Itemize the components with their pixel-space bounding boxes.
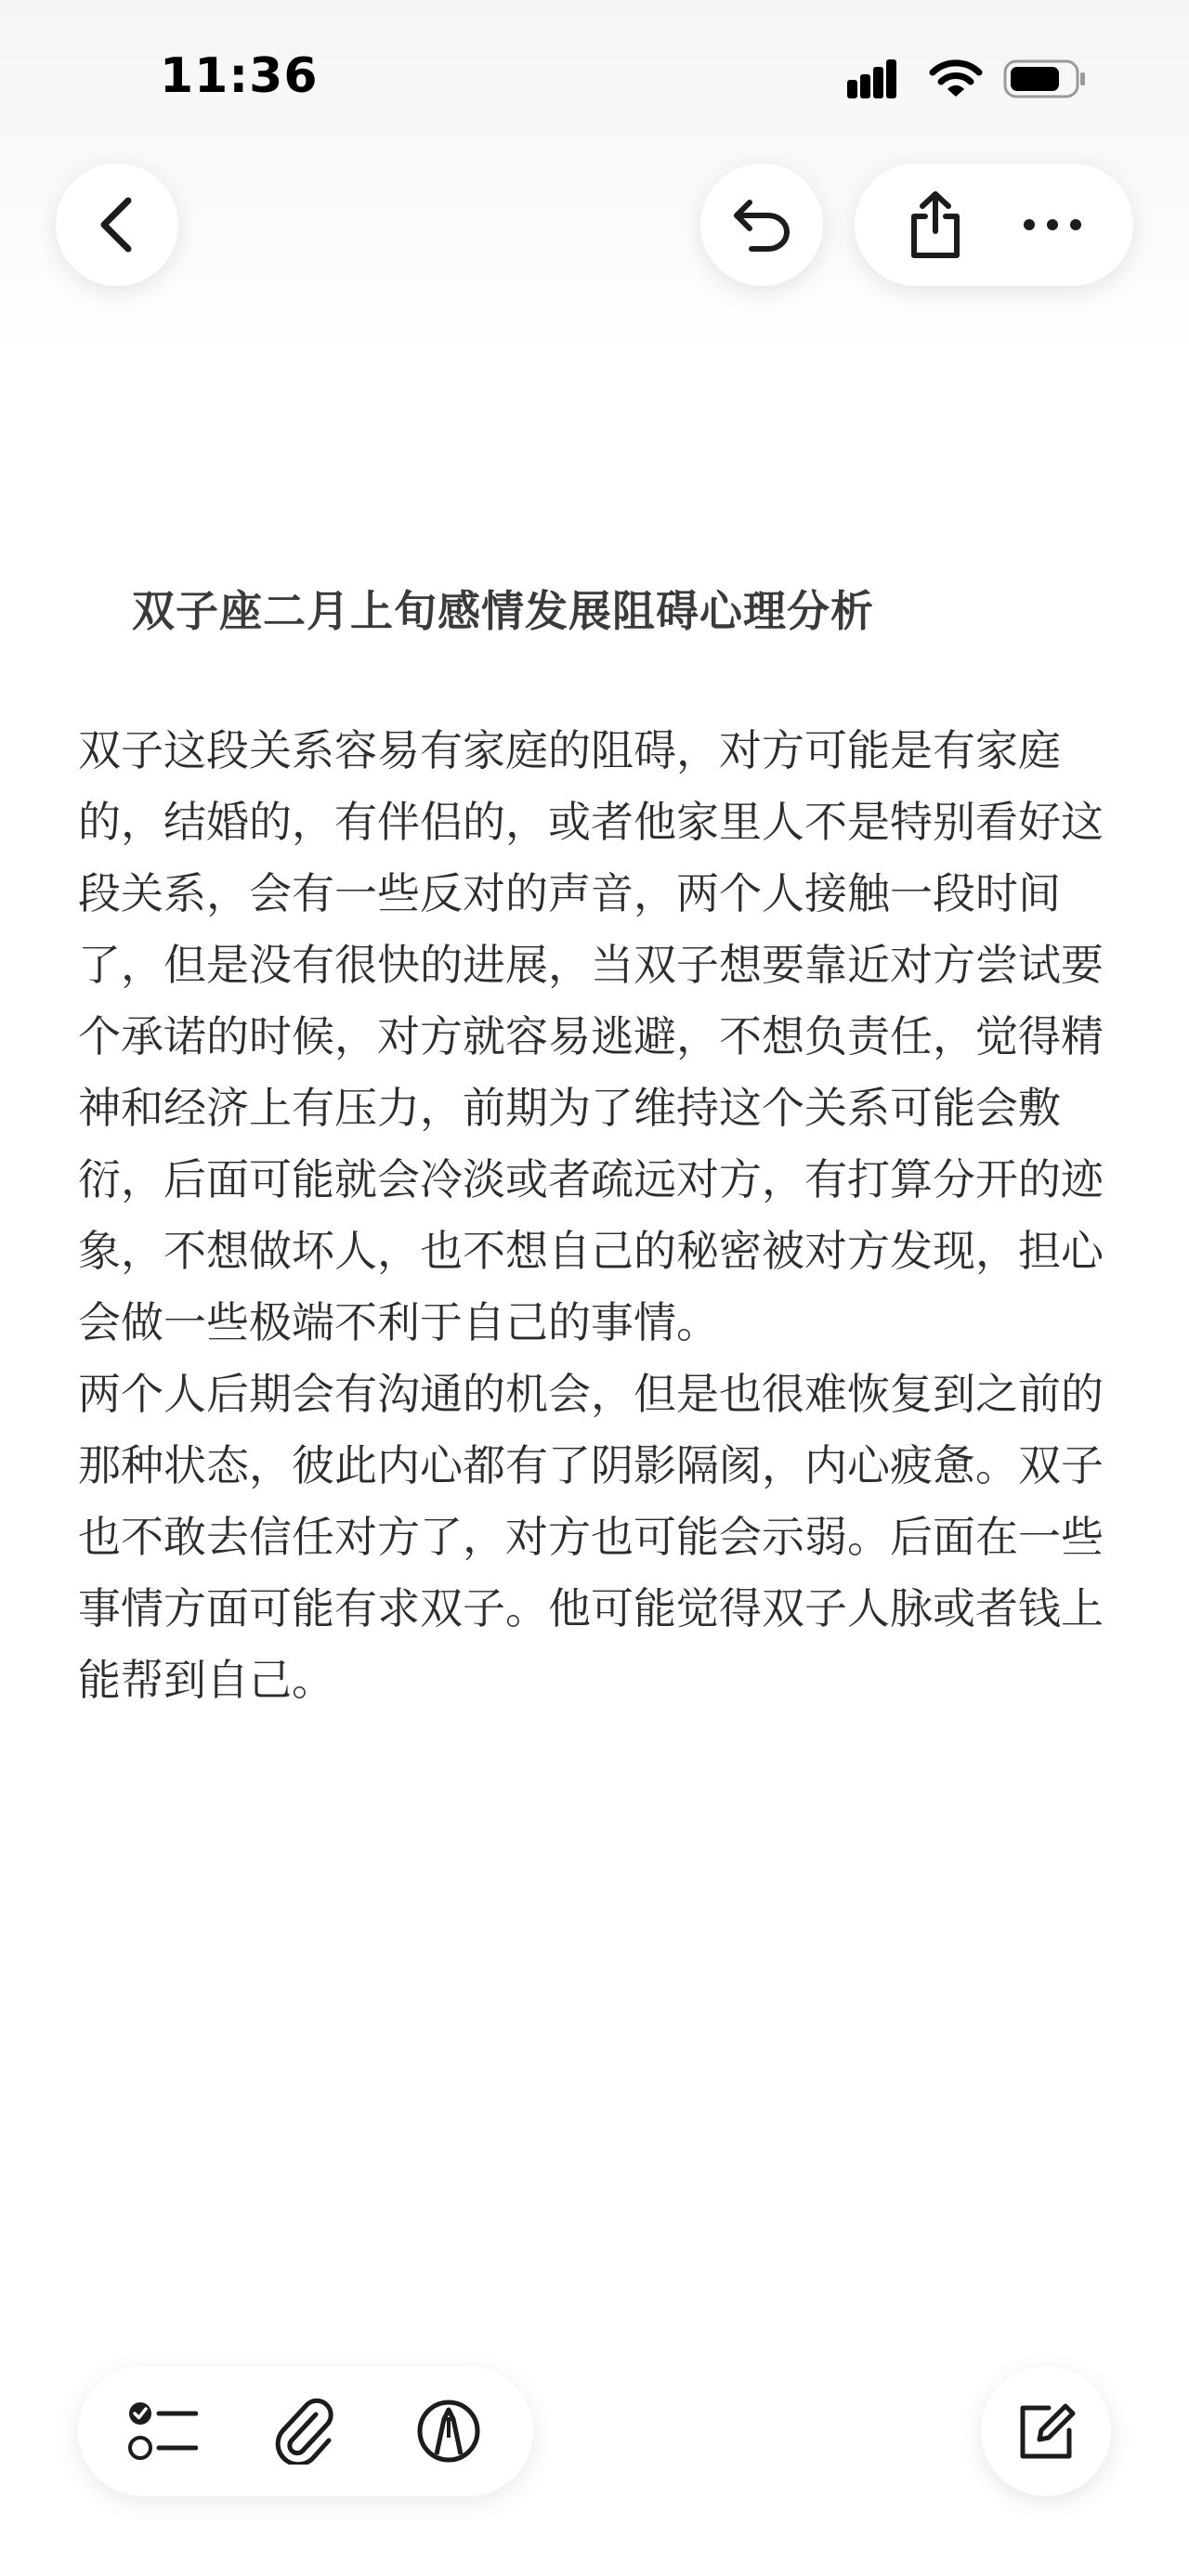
paperclip-icon: [275, 2398, 336, 2465]
back-button[interactable]: [56, 163, 178, 286]
status-time: 11:36: [160, 48, 319, 104]
note-paragraph: 双子这段关系容易有家庭的阻碍，对方可能是有家庭的，结婚的，有伴侣的，或者他家里人不是特别看好这段关系，会有一些反对的声音，两个人接触一段时间了，但是没有很快的进展，当双子想要靠近对方尝试要个承诺的时候，对方就容易逃避，不想负责任，觉得精神和经济上有压力，前期为了维持这个关系可能会敷衍，后面可能就会冷淡或者疏远对方，有打算分开的迹象，不想做坏人，也不想自己的秘密被对方发现，担心会做一些极端不利于自己的事情。: [78, 725, 1104, 1347]
status-bar-indicators: [847, 56, 1087, 102]
more-icon: [1023, 218, 1082, 231]
note-title[interactable]: 双子座二月上旬感情发展阻碍心理分析: [132, 586, 874, 636]
compose-icon: [1013, 2399, 1078, 2464]
share-more-group: [855, 163, 1133, 286]
markup-button[interactable]: [393, 2375, 504, 2487]
note-body[interactable]: [78, 715, 1111, 1716]
note-paragraph: 两个人后期会有沟通的机会，但是也很难恢复到之前的那种状态，彼此内心都有了阴影隔阂，内心疲惫。双子也不敢去信任对方了，对方也可能会示弱。后面在一些事情方面可能有求双子。他可能觉得双子人脉或者钱上能帮到自己。: [78, 1369, 1104, 1705]
bottom-toolbar: [78, 2366, 533, 2496]
chevron-left-icon: [97, 197, 137, 253]
undo-button[interactable]: [700, 163, 823, 286]
checklist-button[interactable]: [107, 2375, 218, 2487]
share-button[interactable]: [884, 174, 986, 276]
battery-icon: [1003, 59, 1087, 98]
checklist-icon: [127, 2400, 198, 2462]
attachment-button[interactable]: [250, 2375, 361, 2487]
cellular-signal-icon: [847, 59, 908, 98]
wifi-icon: [929, 59, 983, 98]
undo-icon: [731, 197, 792, 253]
markup-pen-icon: [416, 2399, 481, 2464]
more-button[interactable]: [1001, 174, 1104, 276]
share-icon: [907, 190, 964, 259]
compose-button[interactable]: [981, 2366, 1111, 2496]
